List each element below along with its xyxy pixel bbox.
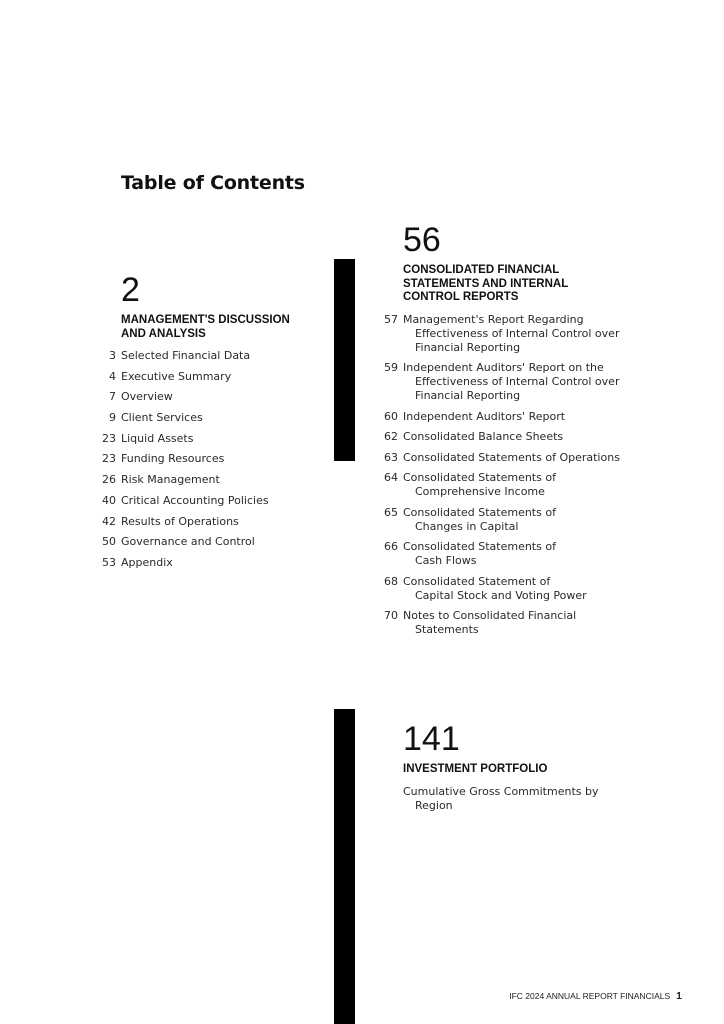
toc-page: 57 — [384, 312, 398, 326]
toc-page: 66 — [384, 540, 398, 553]
toc-entry[interactable] — [109, 390, 321, 404]
toc-page: 60 — [384, 409, 398, 423]
toc-list — [384, 312, 643, 638]
toc-label: Executive Summary — [121, 369, 232, 383]
toc-entry[interactable] — [384, 430, 643, 444]
toc-label: Independent Auditors' Report on the — [403, 361, 604, 374]
toc-page: 7 — [109, 390, 116, 404]
toc-page: 9 — [109, 411, 116, 425]
toc-label: Risk Management — [121, 473, 220, 487]
section-investment-portfolio — [403, 721, 643, 813]
toc-label: Consolidated Balance Sheets — [403, 430, 564, 443]
toc-label: Notes to Consolidated Financial — [403, 609, 577, 622]
toc-label: Critical Accounting Policies — [121, 493, 269, 507]
section-page-number: 56 — [403, 221, 441, 259]
toc-label: Selected Financial Data — [121, 349, 251, 362]
toc-page: 26 — [102, 473, 116, 487]
section-financial-statements — [384, 221, 643, 644]
toc-page: 50 — [102, 535, 116, 549]
toc-list — [403, 785, 643, 813]
page-title: Table of Contents — [121, 172, 305, 194]
toc-page: 70 — [384, 609, 398, 622]
toc-entry[interactable] — [384, 450, 643, 465]
footer-text: IFC 2024 ANNUAL REPORT FINANCIALS — [509, 991, 671, 1001]
divider-bar-bottom — [334, 709, 355, 1024]
section-mda — [102, 271, 321, 577]
toc-entry[interactable] — [384, 505, 643, 534]
toc-entry[interactable] — [102, 473, 321, 487]
toc-label: Funding Resources — [121, 452, 225, 466]
toc-page: 53 — [102, 555, 116, 569]
toc-label: Consolidated Statements of Operations — [403, 450, 620, 464]
toc-label: Overview — [121, 390, 173, 404]
toc-entry[interactable] — [102, 431, 321, 446]
toc-entry[interactable] — [102, 493, 321, 508]
toc-entry[interactable] — [102, 555, 321, 570]
footer-page-number: 1 — [676, 990, 682, 1002]
toc-label: Consolidated Statement of — [403, 574, 551, 588]
section-page-number: 2 — [121, 271, 140, 309]
page-footer — [509, 990, 682, 1002]
toc-label: Consolidated Statements of — [403, 505, 556, 519]
toc-entry[interactable] — [384, 409, 643, 424]
toc-page: 62 — [384, 430, 398, 443]
toc-label-continued: Cash Flows — [415, 554, 477, 567]
toc-label: Client Services — [121, 411, 203, 425]
toc-entry[interactable] — [384, 609, 643, 637]
toc-entry[interactable] — [384, 574, 643, 603]
toc-page: 4 — [109, 369, 116, 383]
toc-label: Results of Operations — [121, 514, 239, 528]
toc-entry[interactable] — [109, 369, 321, 384]
toc-label: Cumulative Gross Commitments by — [403, 784, 599, 798]
toc-entry[interactable] — [109, 411, 321, 425]
toc-label-continued: Statements — [415, 623, 479, 636]
toc-entry[interactable] — [109, 349, 321, 363]
toc-label: Governance and Control — [121, 535, 255, 549]
toc-label-continued: Effectiveness of Internal Control over Financial Reporting — [415, 326, 620, 354]
toc-page: 23 — [102, 431, 116, 445]
toc-page: 65 — [384, 505, 398, 519]
toc-entry[interactable] — [384, 540, 643, 568]
toc-entry[interactable] — [403, 785, 643, 813]
toc-label-continued: Capital Stock and Voting Power — [415, 588, 587, 602]
toc-page: 40 — [102, 493, 116, 507]
toc-label: Consolidated Statements of — [403, 471, 556, 484]
toc-label: Management's Report Regarding — [403, 312, 584, 326]
toc-entry[interactable] — [384, 312, 643, 355]
toc-entry[interactable] — [102, 452, 321, 466]
toc-page: 63 — [384, 450, 398, 464]
toc-page: 59 — [384, 361, 398, 374]
toc-label-continued: Changes in Capital — [415, 519, 519, 533]
divider-bar-top — [334, 259, 355, 461]
section-title: INVESTMENT PORTFOLIO — [403, 763, 548, 775]
toc-label: Liquid Assets — [121, 431, 194, 445]
toc-label: Appendix — [121, 555, 173, 569]
toc-entry[interactable] — [384, 471, 643, 499]
section-title: MANAGEMENT'S DISCUSSION AND ANALYSIS — [121, 314, 290, 340]
toc-entry[interactable] — [102, 514, 321, 529]
toc-entry[interactable] — [102, 535, 321, 549]
toc-page: 23 — [102, 452, 116, 466]
toc-list — [102, 349, 321, 570]
toc-label-continued: Region — [415, 798, 453, 812]
section-title: CONSOLIDATED FINANCIAL STATEMENTS AND INTERNAL CONTROL REPORTS — [403, 264, 569, 303]
toc-page: 64 — [384, 471, 398, 484]
toc-page: 68 — [384, 574, 398, 588]
section-page-number: 141 — [403, 720, 460, 758]
toc-entry[interactable] — [384, 361, 643, 403]
toc-page: 42 — [102, 514, 116, 528]
toc-label: Independent Auditors' Report — [403, 409, 566, 423]
toc-label: Consolidated Statements of — [403, 540, 556, 553]
toc-label-continued: Comprehensive Income — [415, 485, 545, 498]
toc-page: 3 — [109, 349, 116, 362]
toc-label-continued: Effectiveness of Internal Control over Financial Reporting — [415, 375, 620, 402]
